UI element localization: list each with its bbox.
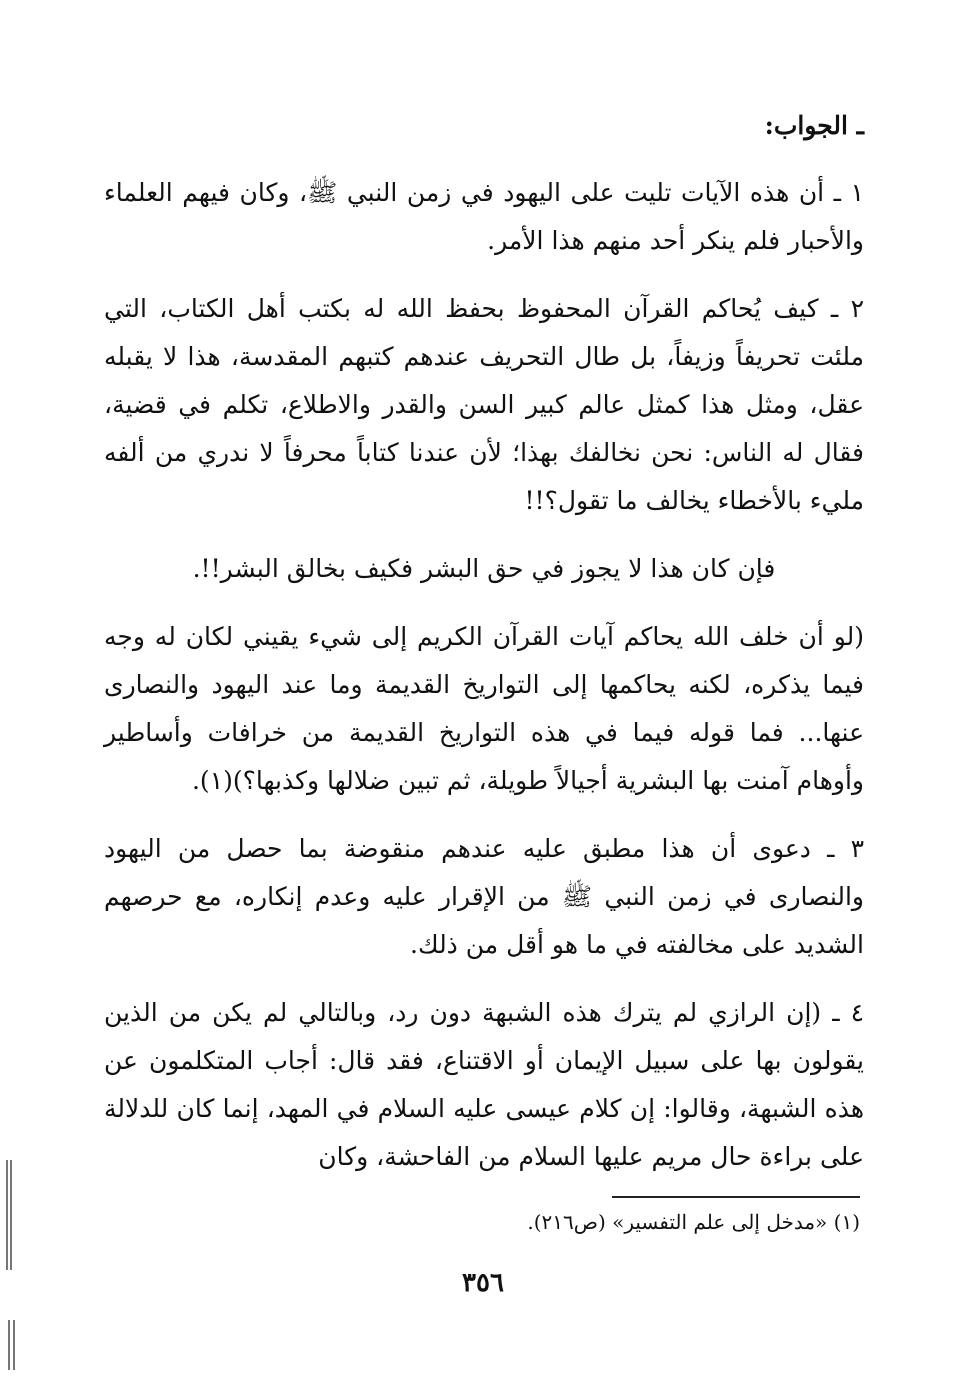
- paragraph-4-quote: (لو أن خلف الله يحاكم آيات القرآن الكريم إلى شيء يقيني لكان له وجه فيما يذكره، لكنه يحاكمها إلى التواريخ القديمة وما عند اليهود والنصارى عنها... فما قوله فيما في هذه التواريخ القديمة من خرافات وأساطير وأوهام آمنت بها البشرية أجيالاً طويلة، ثم تبين ضلالها وكذبها؟)(١).: [104, 621, 864, 795]
- paragraph-1: ١ ـ أن هذه الآيات تليت على اليهود في زمن النبي ﷺ، وكان فيهم العلماء والأحبار فلم ينكر أحد منهم هذا الأمر.: [104, 177, 864, 255]
- section-heading: ـ الجواب:: [764, 111, 864, 140]
- footnote: (١) «مدخل إلى علم التفسير» (ص٢١٦).: [527, 1210, 860, 1234]
- paragraph-2: ٢ ـ كيف يُحاكم القرآن المحفوظ بحفظ الله له بكتب أهل الكتاب، التي ملئت تحريفاً وزيفاً، بل طال التحريف عندهم كتبهم المقدسة، هذا لا يقبله عقل، ومثل هذا كمثل عالم كبير السن والقدر والاطلاع، تكلم في قضية، فقال له الناس: نحن نخالفك بهذا؛ لأن عندنا كتاباً محرفاً لا ندري من ألفه مليء بالأخطاء يخالف ما تقول؟!!: [104, 293, 864, 515]
- scan-edge-mark: [6, 1160, 8, 1270]
- page-number: ٣٥٦: [462, 1268, 504, 1298]
- scan-edge-mark: [10, 1160, 12, 1270]
- paragraph-3: فإن كان هذا لا يجوز في حق البشر فكيف بخالق البشر!!.: [192, 553, 776, 583]
- paragraph-6: ٤ ـ (إن الرازي لم يترك هذه الشبهة دون رد، وبالتالي لم يكن من الذين يقولون بها على سبيل الإيمان أو الاقتناع، فقد قال: أجاب المتكلمون عن هذه الشبهة، وقالوا: إن كلام عيسى عليه السلام في المهد، إنما كان للدلالة على براءة حال مريم عليها السلام من الفاحشة، وكان: [104, 997, 864, 1171]
- scan-edge-mark: [13, 1320, 15, 1370]
- footnote-divider: [612, 1196, 860, 1198]
- scan-edge-mark: [8, 1320, 10, 1370]
- page-body: [104, 110, 864, 1201]
- paragraph-5: ٣ ـ دعوى أن هذا مطبق عليه عندهم منقوضة بما حصل من اليهود والنصارى في زمن النبي ﷺ من الإقرار عليه وعدم إنكاره، مع حرصهم الشديد على مخالفته في ما هو أقل من ذلك.: [104, 833, 864, 959]
